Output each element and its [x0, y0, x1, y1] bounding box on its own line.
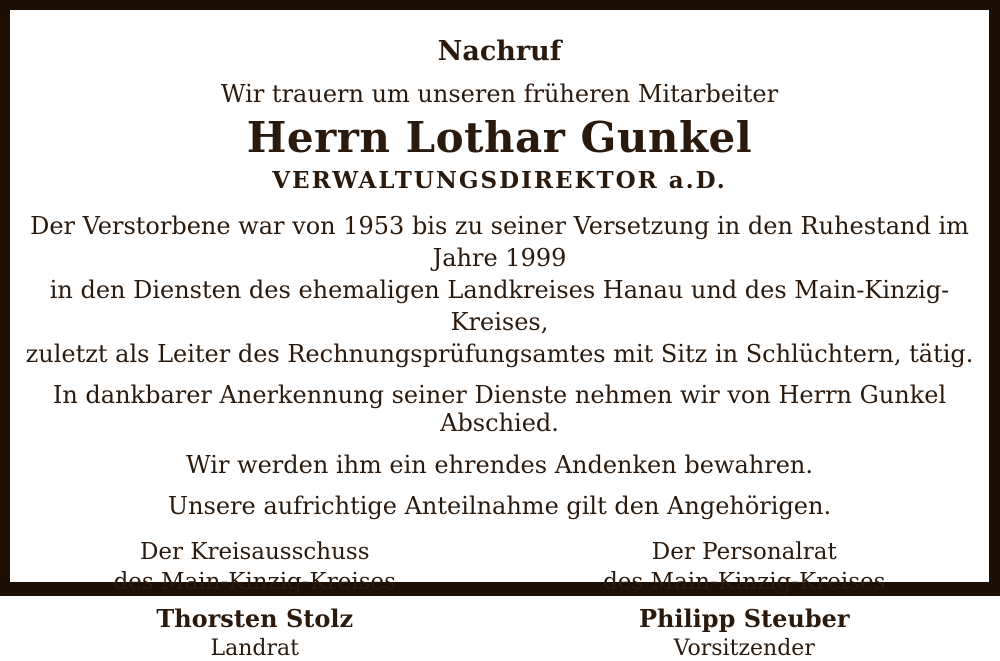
- signature-left-org-line1: Der Kreisausschuss: [139, 539, 370, 565]
- signatures-row: [10, 537, 989, 661]
- intro-line: Wir trauern um unseren früheren Mitarbeiter: [220, 80, 779, 108]
- signature-left-org-line2: des Main-Kinzig-Kreises: [113, 569, 396, 595]
- notice-title: Nachruf: [437, 36, 562, 67]
- signature-right-org-line1: Der Personalrat: [651, 539, 837, 565]
- condolence-line: Unsere aufrichtige Anteilnahme gilt den Angehörigen.: [167, 492, 832, 520]
- signature-right: [500, 537, 990, 661]
- signature-right-title: Vorsitzender: [673, 636, 815, 661]
- body-line-3: zuletzt als Leiter des Rechnungsprüfungsamtes mit Sitz in Schlüchtern, tätig.: [25, 340, 974, 368]
- signature-right-org-line2: des Main-Kinzig-Kreises: [603, 569, 886, 595]
- farewell-line: In dankbarer Anerkennung seiner Dienste nehmen wir von Herrn Gunkel Abschied.: [52, 381, 947, 437]
- signature-left: [10, 537, 500, 661]
- body-line-2: in den Diensten des ehemaligen Landkreises Hanau und des Main-Kinzig-Kreises,: [49, 276, 950, 336]
- signature-left-title: Landrat: [210, 636, 299, 661]
- remembrance-line: Wir werden ihm ein ehrendes Andenken bewahren.: [186, 451, 813, 479]
- body-paragraph: [10, 210, 989, 370]
- body-line-1: Der Verstorbene war von 1953 bis zu seiner Versetzung in den Ruhestand im Jahre 1999: [30, 212, 969, 272]
- obituary-content: [10, 10, 989, 661]
- deceased-role: VERWALTUNGSDIREKTOR a.D.: [272, 167, 727, 194]
- signature-left-name: Thorsten Stolz: [156, 604, 354, 633]
- signature-right-name: Philipp Steuber: [638, 604, 850, 633]
- deceased-name: Herrn Lothar Gunkel: [246, 113, 753, 162]
